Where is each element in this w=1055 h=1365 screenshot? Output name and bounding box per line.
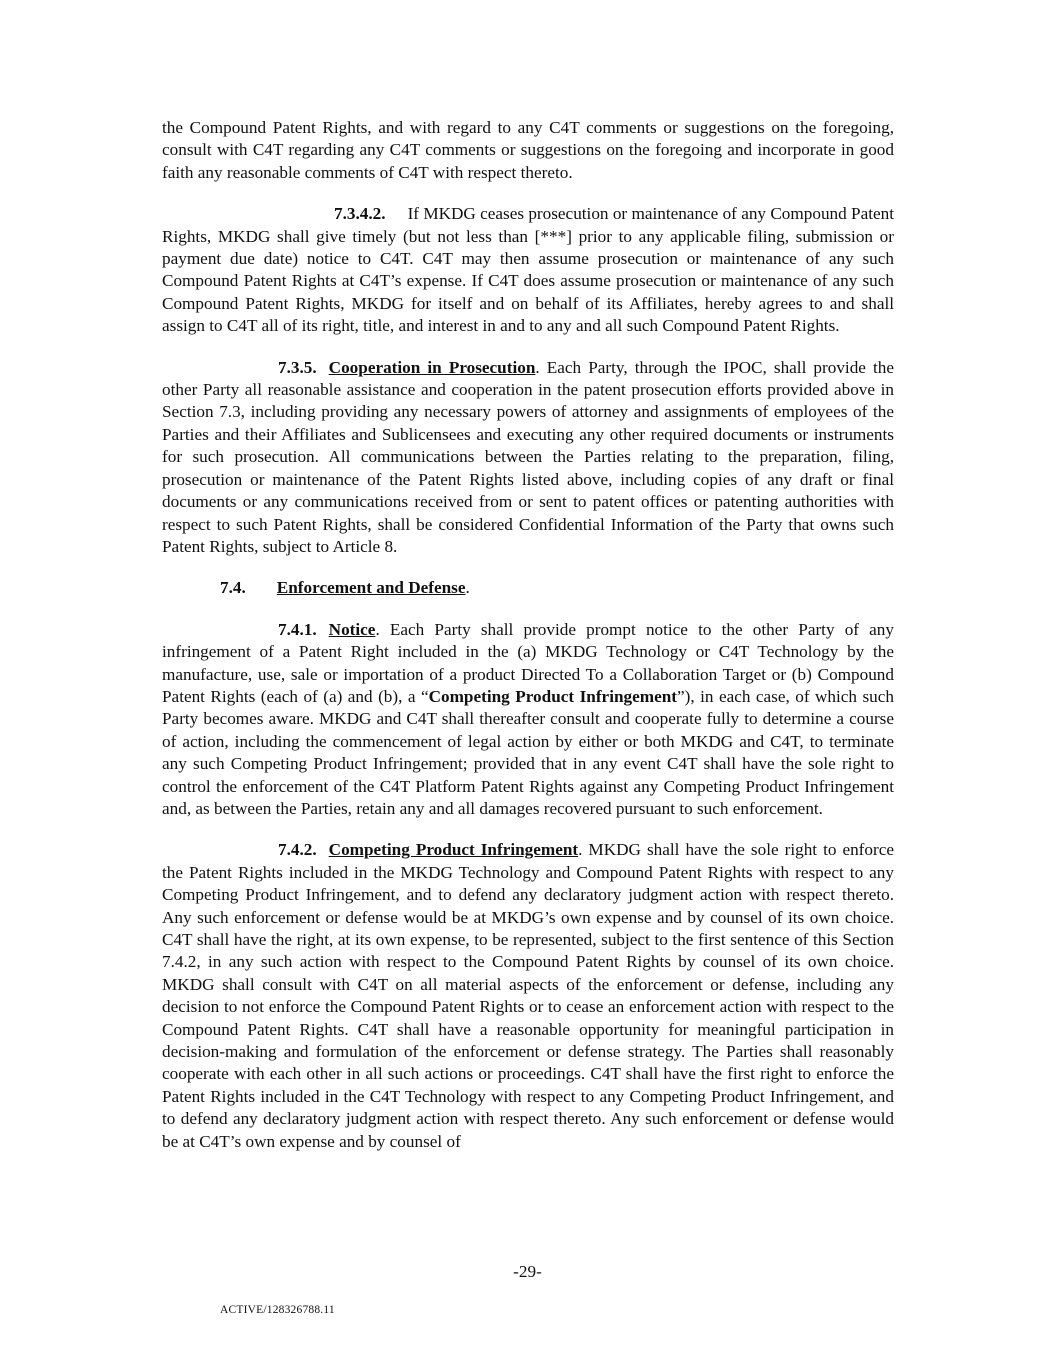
- section-number: 7.3.5.: [278, 357, 317, 377]
- section-text: If MKDG ceases prosecution or maintenance of any Compound Patent Rights, MKDG shall give timely (but not less than [***] prior to any applicable filing, submission or payment due date) notice to C4T. C4T may then assume prosecution or maintenance of any such Compound Patent Rights at C4T’s expense. If C4T does assume prosecution or maintenance of any such Compound Patent Rights, MKDG for itself and on behalf of its Affiliates, hereby agrees to and shall assign to C4T all of its right, title, and interest in and to any and all such Compound Patent Rights.: [162, 204, 894, 336]
- section-7-4-heading: [162, 577, 894, 599]
- section-7-3-4-2: [162, 203, 894, 337]
- section-7-4-1: [162, 619, 894, 821]
- section-text-before: . Each Party shall provide prompt notice to the other Party of any infringement of a Patent Right included in the (a) MKDG Technology or C4T Technology by the manufacture, use, sale or importation of a product Directed To a Collaboration Target or (b) Compound Patent Rights (each of (a) and (b), a “: [162, 619, 894, 706]
- defined-term: Competing Product Infringement: [428, 686, 677, 706]
- paragraph-text: the Compound Patent Rights, and with regard to any C4T comments or suggestions on the foregoing, consult with C4T regarding any C4T comments or suggestions on the foregoing and incorporate in good faith any reasonable comments of C4T with respect thereto.: [162, 118, 894, 182]
- section-number: 7.4.1.: [278, 619, 317, 639]
- section-text-after: ”), in each case, of which such Party becomes aware. MKDG and C4T shall thereafter consult and cooperate fully to determine a course of action, including the commencement of legal action by either or both MKDG and C4T, to terminate any such Competing Product Infringement; provided that in any event C4T shall have the sole right to control the enforcement of the C4T Platform Patent Rights against any Competing Product Infringement and, as between the Parties, retain any and all damages recovered pursuant to such enforcement.: [162, 686, 894, 818]
- section-7-3-5: [162, 357, 894, 559]
- document-id: ACTIVE/128326788.11: [220, 1304, 335, 1316]
- section-number: 7.4.2.: [278, 840, 317, 860]
- section-text: . Each Party, through the IPOC, shall provide the other Party all reasonable assistance and cooperation in the patent prosecution efforts provided above in Section 7.3, including providing any necessary powers of attorney and assignments of employees of the Parties and their Affiliates and Sublicensees and executing any other required documents or instruments for such prosecution. All communications between the Parties relating to the preparation, filing, prosecution or maintenance of the Patent Rights listed above, including copies of any draft or final documents or any communications received from or sent to patent offices or patenting authorities with respect to such Patent Rights, shall be considered Confidential Information of the Party that owns such Patent Rights, subject to Article 8.: [162, 357, 894, 556]
- section-number: 7.4.: [220, 578, 246, 598]
- document-body: [162, 117, 894, 1172]
- section-title: Notice: [328, 619, 376, 639]
- section-title: Competing Product Infringement: [328, 840, 579, 860]
- paragraph-continuation: [162, 117, 894, 184]
- section-title-suffix: .: [465, 578, 470, 598]
- page-number: -29-: [513, 1262, 542, 1281]
- section-text: . MKDG shall have the sole right to enforce the Patent Rights included in the MKDG Technology and Compound Patent Rights with respect to any Competing Product Infringement, and to defend any declaratory judgment action with respect thereto. Any such enforcement or defense would be at MKDG’s own expense and by counsel of its own choice. C4T shall have the right, at its own expense, to be represented, subject to the first sentence of this Section 7.4.2, in any such action with respect to the Compound Patent Rights by counsel of its own choice. MKDG shall consult with C4T on all material aspects of the enforcement or defense, including any decision to not enforce the Compound Patent Rights or to cease an enforcement action with respect to the Compound Patent Rights. C4T shall have a reasonable opportunity for meaningful participation in decision-making and formulation of the enforcement or defense strategy. The Parties shall reasonably cooperate with each other in all such actions or proceedings. C4T shall have the first right to enforce the Patent Rights included in the C4T Technology with respect to any Competing Product Infringement, and to defend any declaratory judgment action with respect thereto. Any such enforcement or defense would be at C4T’s own expense and by counsel of: [162, 840, 894, 1151]
- section-title: Cooperation in Prosecution: [328, 357, 536, 377]
- section-7-4-2: [162, 839, 894, 1153]
- section-title: Enforcement and Defense: [276, 578, 466, 598]
- section-number: 7.3.4.2.: [334, 204, 386, 224]
